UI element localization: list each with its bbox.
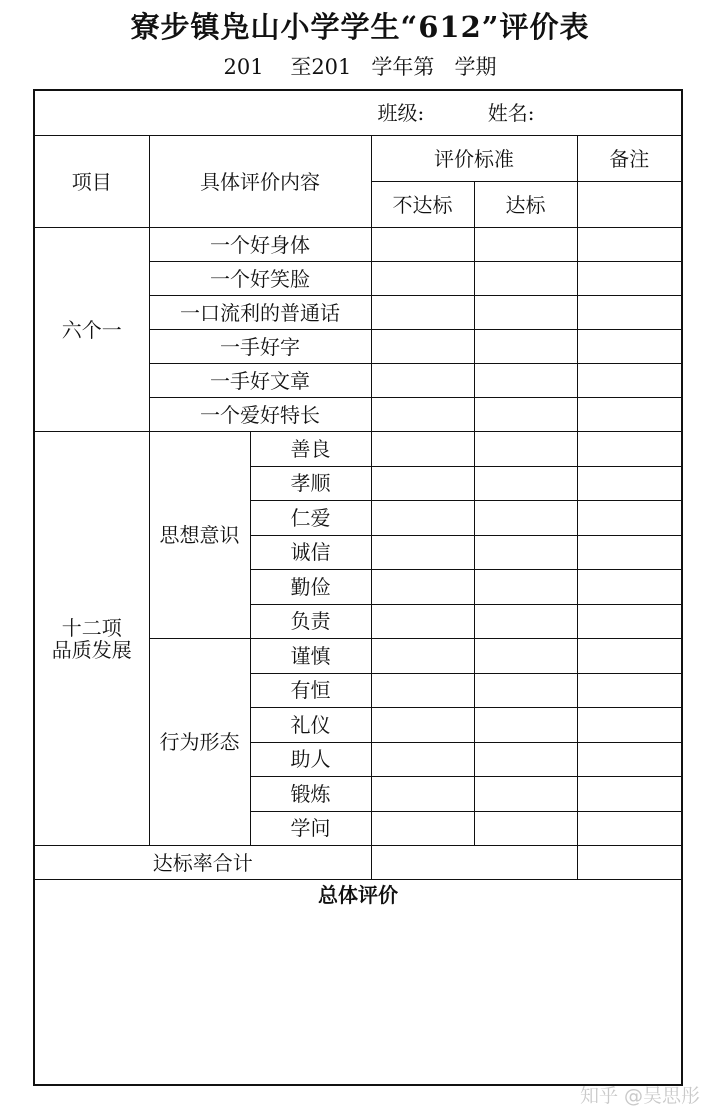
overall-evaluation[interactable] [34, 880, 682, 1086]
content-item: 一口流利的普通话 [149, 296, 371, 330]
header-not-met: 不达标 [371, 182, 474, 228]
met-cell[interactable] [474, 535, 577, 570]
header-met: 达标 [474, 182, 577, 228]
overall-evaluation-label: 总体评价 [318, 883, 399, 907]
not-met-cell[interactable] [371, 742, 474, 777]
note-cell[interactable] [577, 364, 682, 398]
quality-item: 孝顺 [250, 466, 371, 501]
header-note-blank [577, 182, 682, 228]
group-six-label: 六个一 [34, 228, 149, 432]
note-cell[interactable] [577, 228, 682, 262]
header-item: 项目 [34, 136, 149, 228]
quality-item: 善良 [250, 432, 371, 467]
quality-item: 诚信 [250, 535, 371, 570]
note-cell[interactable] [577, 296, 682, 330]
met-cell[interactable] [474, 432, 577, 467]
quality-item: 助人 [250, 742, 371, 777]
subgroup-behavior-label: 行为形态 [149, 639, 250, 846]
group-twelve-label-line1: 十二项 [61, 615, 122, 640]
not-met-cell[interactable] [371, 639, 474, 674]
met-cell[interactable] [474, 466, 577, 501]
group-twelve-label-line2: 品质发展 [51, 637, 132, 662]
note-cell[interactable] [577, 501, 682, 536]
quality-item: 仁爱 [250, 501, 371, 536]
met-cell[interactable] [474, 673, 577, 708]
content-item: 一个好身体 [149, 228, 371, 262]
subgroup-thought-label: 思想意识 [149, 432, 250, 639]
met-cell[interactable] [474, 296, 577, 330]
header-standard: 评价标准 [371, 136, 577, 182]
quality-item: 谨慎 [250, 639, 371, 674]
note-cell[interactable] [577, 330, 682, 364]
header-note: 备注 [577, 136, 682, 182]
quality-item: 学问 [250, 811, 371, 846]
not-met-cell[interactable] [371, 432, 474, 467]
quality-item: 勤俭 [250, 570, 371, 605]
note-cell[interactable] [577, 432, 682, 467]
met-cell[interactable] [474, 330, 577, 364]
not-met-cell[interactable] [371, 262, 474, 296]
evaluation-table [33, 89, 683, 1086]
content-item: 一手好文章 [149, 364, 371, 398]
note-cell[interactable] [577, 811, 682, 846]
note-cell[interactable] [577, 639, 682, 674]
met-cell[interactable] [474, 708, 577, 743]
met-cell[interactable] [474, 742, 577, 777]
total-rate-note[interactable] [577, 846, 682, 880]
not-met-cell[interactable] [371, 228, 474, 262]
quality-item: 锻炼 [250, 777, 371, 812]
not-met-cell[interactable] [371, 296, 474, 330]
quality-item: 负责 [250, 604, 371, 639]
note-cell[interactable] [577, 604, 682, 639]
total-rate-label: 达标率合计 [34, 846, 371, 880]
note-cell[interactable] [577, 535, 682, 570]
note-cell[interactable] [577, 398, 682, 432]
not-met-cell[interactable] [371, 364, 474, 398]
header-content: 具体评价内容 [149, 136, 371, 228]
not-met-cell[interactable] [371, 330, 474, 364]
total-rate-value[interactable] [371, 846, 577, 880]
not-met-cell[interactable] [371, 466, 474, 501]
note-cell[interactable] [577, 466, 682, 501]
note-cell[interactable] [577, 262, 682, 296]
met-cell[interactable] [474, 228, 577, 262]
quality-item: 有恒 [250, 673, 371, 708]
watermark: 知乎 @吴思彤 [579, 1085, 700, 1107]
note-cell[interactable] [577, 742, 682, 777]
not-met-cell[interactable] [371, 535, 474, 570]
met-cell[interactable] [474, 639, 577, 674]
met-cell[interactable] [474, 570, 577, 605]
content-item: 一手好字 [149, 330, 371, 364]
group-twelve-label [34, 432, 149, 846]
not-met-cell[interactable] [371, 570, 474, 605]
quality-item: 礼仪 [250, 708, 371, 743]
note-cell[interactable] [577, 777, 682, 812]
met-cell[interactable] [474, 777, 577, 812]
note-cell[interactable] [577, 673, 682, 708]
met-cell[interactable] [474, 262, 577, 296]
not-met-cell[interactable] [371, 673, 474, 708]
note-cell[interactable] [577, 570, 682, 605]
class-name-line[interactable]: 班级: 姓名: [34, 90, 682, 136]
met-cell[interactable] [474, 811, 577, 846]
not-met-cell[interactable] [371, 398, 474, 432]
not-met-cell[interactable] [371, 501, 474, 536]
form-title: 寮步镇凫山小学学生“612”评价表 [130, 10, 590, 44]
content-item: 一个爱好特长 [149, 398, 371, 432]
note-cell[interactable] [577, 708, 682, 743]
school-year-line: 201 至201 学年第 学期 [223, 55, 497, 79]
content-item: 一个好笑脸 [149, 262, 371, 296]
met-cell[interactable] [474, 501, 577, 536]
not-met-cell[interactable] [371, 604, 474, 639]
met-cell[interactable] [474, 604, 577, 639]
not-met-cell[interactable] [371, 811, 474, 846]
met-cell[interactable] [474, 364, 577, 398]
not-met-cell[interactable] [371, 777, 474, 812]
not-met-cell[interactable] [371, 708, 474, 743]
met-cell[interactable] [474, 398, 577, 432]
